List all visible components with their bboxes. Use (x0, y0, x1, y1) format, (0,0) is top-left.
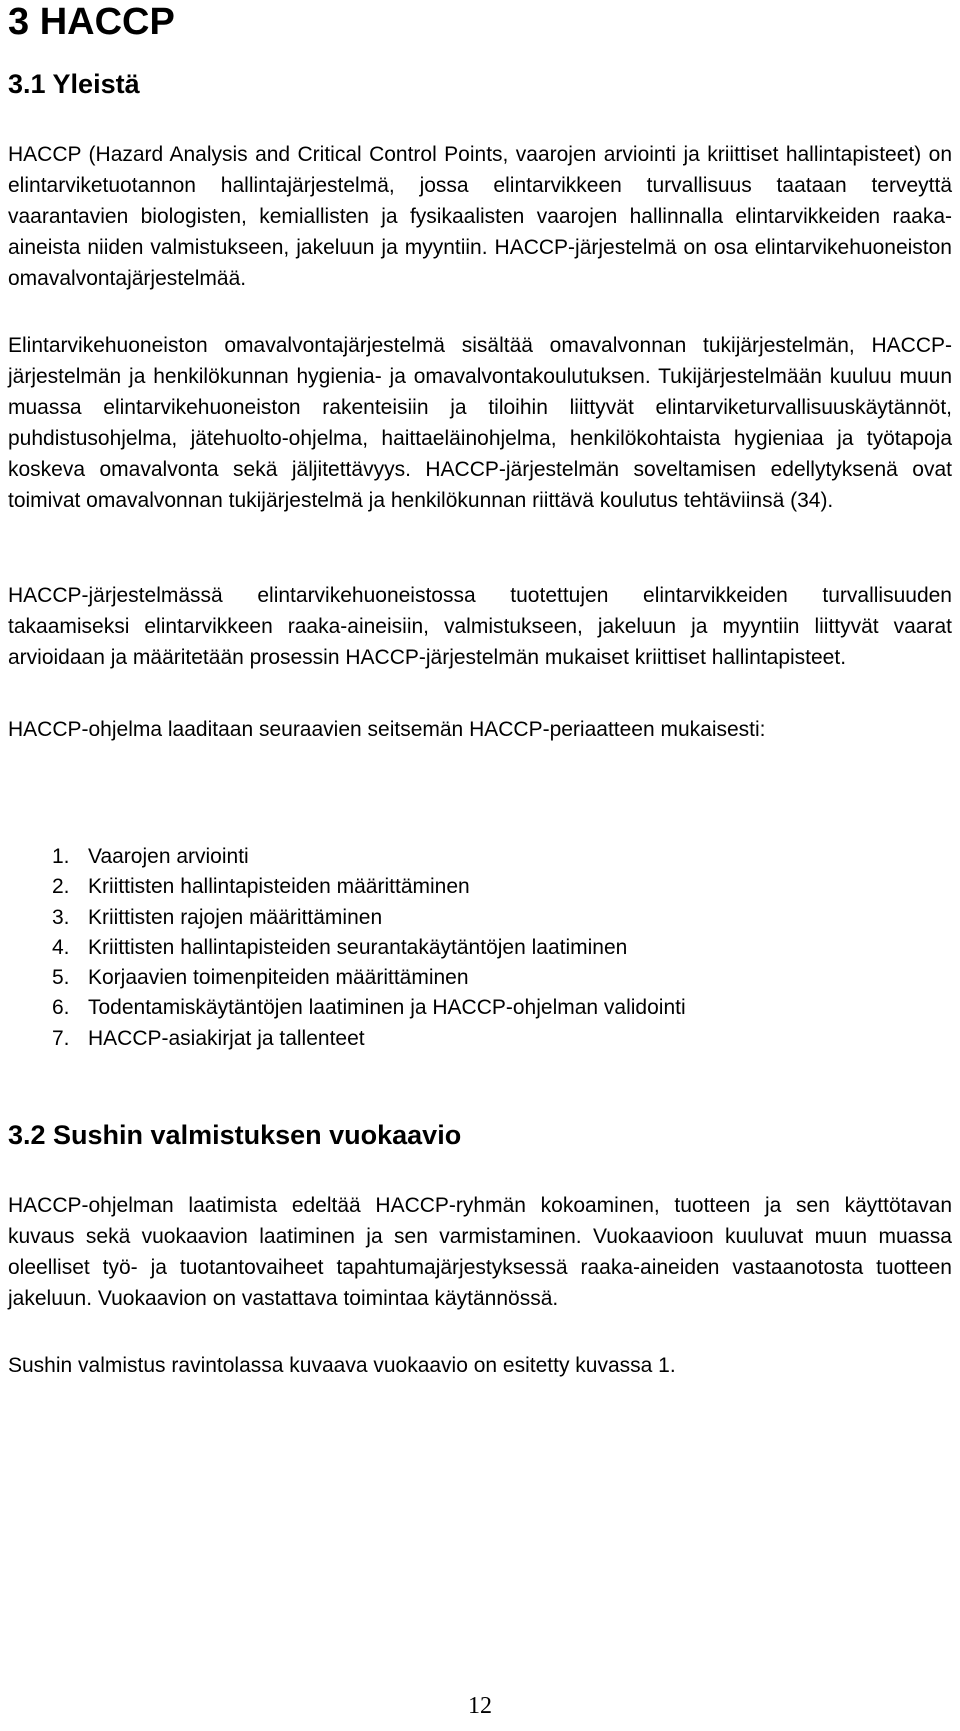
list-item-text: Kriittisten hallintapisteiden seurantakäytäntöjen laatiminen (88, 935, 628, 959)
list-item-number: 7. (52, 1026, 70, 1050)
list-item-number: 2. (52, 875, 70, 899)
list-item-number: 4. (52, 935, 70, 959)
chapter-heading: 3 HACCP (8, 1, 175, 43)
list-item (52, 842, 686, 872)
list-item-text: Todentamiskäytäntöjen laatiminen ja HACCP-ohjelman validointi (88, 996, 686, 1020)
list-item-text: HACCP-asiakirjat ja tallenteet (88, 1026, 365, 1050)
paragraph-flowchart-intro: HACCP-ohjelman laatimista edeltää HACCP-ryhmän kokoaminen, tuotteen ja sen käyttötavan kuvaus sekä vuokaavion laatiminen ja sen varmistaminen. Vuokaavioon kuuluvat muun muassa oleelliset työ- ja tuotantovaiheet tapahtumajärjestyksessä raaka-aineiden vastaanotosta tuotteen jakeluun. Vuokaavion on vastattava toimintaa käytännössä. (8, 1194, 952, 1310)
paragraph-critical-points: HACCP-järjestelmässä elintarvikehuoneistossa tuotettujen elintarvikkeiden turvallisuuden takaamiseksi elintarvikkeen raaka-aineisiin, valmistukseen, jakeluun ja myyntiin liittyvät vaarat arvioidaan ja määritetään prosessin HACCP-järjestelmän mukaiset kriittiset hallintapisteet. (8, 584, 952, 669)
paragraph-flowchart-reference: Sushin valmistus ravintolassa kuvaava vuokaavio on esitetty kuvassa 1. (8, 1354, 676, 1377)
page-number: 12 (468, 1693, 492, 1719)
list-item-text: Korjaavien toimenpiteiden määrittäminen (88, 966, 469, 990)
list-item-text: Kriittisten rajojen määrittäminen (88, 905, 383, 929)
list-item (52, 993, 686, 1023)
list-item-number: 3. (52, 905, 70, 929)
list-item-number: 5. (52, 966, 70, 990)
list-item-number: 1. (52, 845, 70, 868)
paragraph-self-monitoring: Elintarvikehuoneiston omavalvontajärjestelmä sisältää omavalvonnan tukijärjestelmän, HACCP-järjestelmän ja henkilökunnan hygienia- ja omavalvontakoulutuksen. Tukijärjestelmään kuuluu muun muassa elintarvikehuoneiston rakenteisiin ja tiloihin liittyvät elintarviketurvallisuuskäytännöt, puhdistusohjelma, jätehuolto-ohjelma, haittaeläinohjelma, henkilökohtaista hygieniaa ja työtapoja koskeva omavalvonta sekä jäljitettävyys. HACCP-järjestelmän soveltamisen edellytyksenä ovat toimivat omavalvonnan tukijärjestelmä ja henkilökunnan riittävä koulutus tehtäviinsä (34). (8, 334, 952, 512)
list-item-number: 6. (52, 996, 70, 1020)
list-item (52, 933, 686, 963)
list-item-text: Kriittisten hallintapisteiden määrittäminen (88, 875, 470, 899)
principles-list (52, 842, 686, 1054)
section-heading-flowchart: 3.2 Sushin valmistuksen vuokaavio (8, 1120, 462, 1150)
paragraph-haccp-definition: HACCP (Hazard Analysis and Critical Control Points, vaarojen arviointi ja kriittiset hallintapisteet) on elintarviketuotannon hallintajärjestelmä, jossa elintarvikkeen turvallisuus taataan terveyttä vaarantavien biologisten, kemiallisten ja fysikaalisten vaarojen hallinnalla elintarvikkeiden raaka-aineista niiden valmistukseen, jakeluun ja myyntiin. HACCP-järjestelmä on osa elintarvikehuoneiston omavalvontajärjestelmää. (8, 143, 952, 290)
list-item (52, 903, 686, 933)
list-item (52, 872, 686, 902)
list-item-text: Vaarojen arviointi (88, 845, 249, 868)
list-item (52, 963, 686, 993)
list-item (52, 1024, 686, 1054)
paragraph-principles-intro: HACCP-ohjelma laaditaan seuraavien seitsemän HACCP-periaatteen mukaisesti: (8, 718, 766, 741)
section-heading-general: 3.1 Yleistä (8, 69, 140, 99)
